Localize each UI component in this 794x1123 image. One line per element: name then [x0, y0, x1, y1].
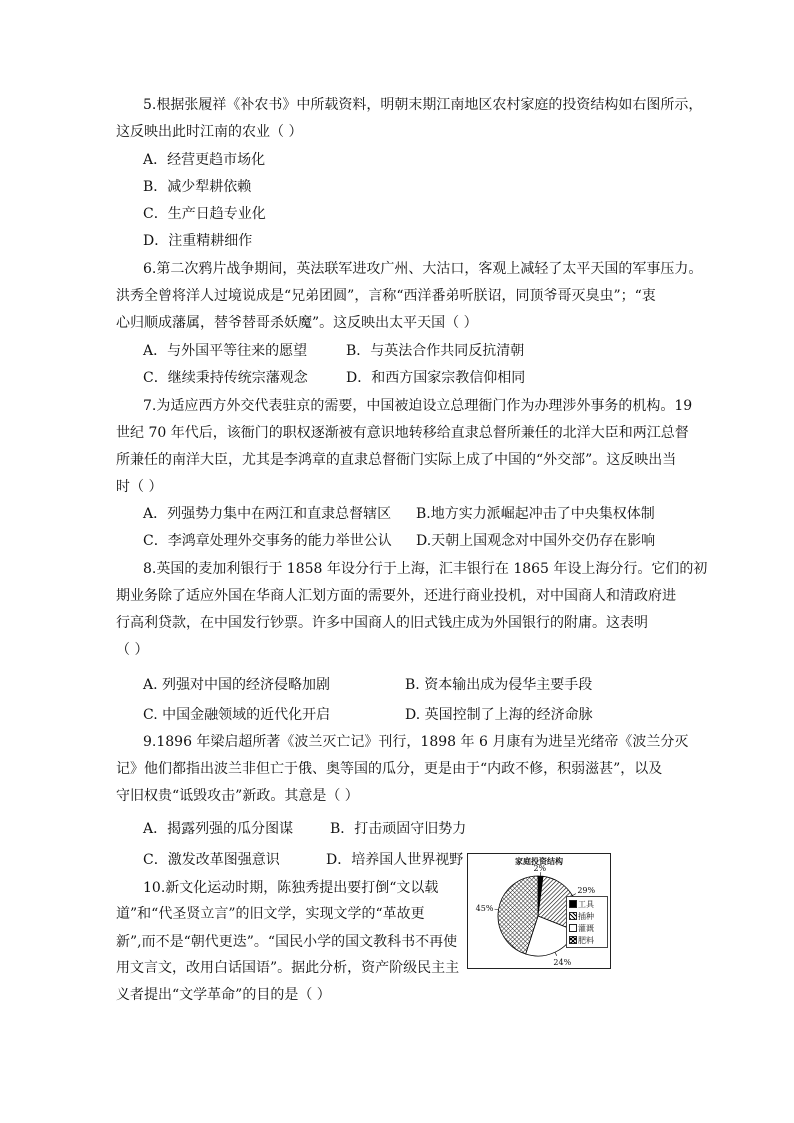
q6-stem-line2: 洪秀全曾将洋人过境说成是“兄弟团圆”，言称“西洋番弟听朕诏，同顶爷哥灭臭虫”；“衷	[116, 288, 656, 304]
q7-stem-line1: 7.为适应西方外交代表驻京的需要，中国被迫设立总理衙门作为办理涉外事务的机构。19	[143, 398, 693, 414]
pie-label-2: 24%	[553, 958, 572, 967]
q8-option-d: D. 英国控制了上海的经济命脉	[405, 707, 593, 723]
pie-label-0: 2%	[533, 864, 547, 873]
pie-leader-3	[495, 909, 499, 910]
legend-swatch-diagonal	[569, 912, 577, 920]
q6-option-b: B．与英法合作共同反抗清朝	[346, 343, 525, 359]
q9-option-c: C．激发改革图强意识	[143, 852, 280, 868]
q10-stem-line2: 道”和“代圣贤立言”的旧文学，实现文学的“革故更	[116, 906, 425, 922]
q6-stem-line1: 6.第二次鸦片战争期间，英法联军进攻广州、大沽口，客观上减轻了太平天国的军事压力。	[143, 261, 703, 277]
q9-stem-line2: 记》他们都指出波兰非但亡于俄、奥等国的瓜分，更是由于“内政不修，积弱滋甚”，以及	[116, 761, 663, 777]
q7-stem-line4: 时（ ）	[116, 479, 163, 495]
q6-stem-line3: 心归顺成藩属，替爷替哥杀妖魔”。这反映出太平天国（ ）	[116, 315, 478, 331]
q9-option-d: D．培养国人世界视野	[326, 852, 464, 868]
q9-option-b: B．打击顽固守旧势力	[330, 821, 467, 837]
q8-stem-line1: 8.英国的麦加利银行于 1858 年设分行于上海，汇丰银行在 1865 年设上海分行。它们的初	[143, 561, 708, 577]
legend-label-fertilizer: 肥料	[578, 936, 594, 945]
q9-stem-line3: 守旧权贵“诋毁攻击”新政。其意是（ ）	[116, 788, 359, 804]
q10-stem-line4: 用文言文，改用白话国语”。据此分析，资产阶级民主主	[116, 960, 460, 976]
pie-leader-2	[555, 952, 557, 956]
q5-option-a: A．经营更趋市场化	[143, 152, 266, 168]
q6-option-c: C．继续秉持传统宗藩观念	[143, 370, 308, 386]
legend-item-fertilizer	[569, 936, 594, 946]
legend-label-irrigation: 灌溉	[578, 924, 594, 933]
q7-option-b: B.地方实力派崛起冲击了中央集权体制	[416, 506, 655, 522]
chart-title: 家庭投资结构	[515, 856, 563, 866]
legend-swatch-solid	[569, 900, 577, 908]
q7-option-a: A．列强势力集中在两江和直隶总督辖区	[143, 506, 392, 522]
q9-option-a: A．揭露列强的瓜分图谋	[143, 821, 294, 837]
pie-label-3: 45%	[475, 903, 494, 913]
q6-option-d: D．和西方国家宗教信仰相同	[346, 370, 526, 386]
investment-pie-chart	[467, 853, 611, 969]
q8-stem-line4: （ ）	[116, 642, 149, 658]
q10-stem-line3: 新”,而不是“朝代更迭”。“国民小学的国文教科书不再使	[116, 934, 458, 950]
q9-stem-line1: 9.1896 年梁启超所著《波兰灭亡记》刊行，1898 年 6 月康有为进呈光绪帝《波兰分灭	[143, 734, 689, 750]
legend-item-seed	[569, 912, 594, 922]
q5-option-b: B．减少犁耕依赖	[143, 179, 252, 195]
legend-swatch-cross	[569, 936, 577, 944]
q8-stem-line3: 行高利贷款，在中国发行钞票。许多中国商人的旧式钱庄成为外国银行的附庸。这表明	[116, 615, 648, 631]
q7-option-d: D.天朝上国观念对中国外交仍存在影响	[416, 533, 656, 549]
q6-option-a: A．与外国平等往来的愿望	[143, 343, 308, 359]
q5-stem-line2: 这反映出此时江南的农业（ ）	[116, 124, 303, 140]
q7-stem-line2: 世纪 70 年代后，该衙门的职权逐渐被有意识地转移给直隶总督所兼任的北洋大臣和两江总督	[116, 425, 689, 441]
q8-option-b: B. 资本输出成为侵华主要手段	[405, 677, 593, 693]
q7-stem-line3: 所兼任的南洋大臣，尤其是李鸿章的直隶总督衙门实际上成了中国的“外交部”。这反映出当	[116, 452, 677, 468]
q10-stem-line5: 义者提出“文学革命”的目的是（ ）	[116, 987, 331, 1003]
chart-legend	[566, 896, 608, 948]
legend-item-tool	[569, 900, 594, 910]
q5-option-d: D．注重精耕细作	[143, 233, 253, 249]
q8-stem-line2: 期业务除了适应外国在华商人汇划方面的需要外，还进行商业投机，对中国商人和清政府进	[116, 588, 676, 604]
q7-option-c: C．李鸿章处理外交事务的能力举世公认	[143, 533, 392, 549]
q8-option-a: A. 列强对中国的经济侵略加剧	[143, 677, 331, 693]
q8-option-c: C. 中国金融领域的近代化开启	[143, 707, 331, 723]
legend-item-irrigation	[569, 924, 594, 934]
q10-stem-line1: 10.新文化运动时期，陈独秀提出要打倒“文以载	[143, 880, 439, 896]
legend-swatch-white	[569, 924, 577, 932]
legend-label-tool: 工具	[578, 900, 594, 909]
pie-label-1: 29%	[577, 885, 596, 895]
q5-option-c: C．生产日趋专业化	[143, 206, 266, 222]
q5-stem-line1: 5.根据张履祥《补农书》中所载资料，明朝末期江南地区农村家庭的投资结构如右图所示，	[143, 97, 703, 113]
legend-label-seed: 插种	[578, 912, 594, 921]
